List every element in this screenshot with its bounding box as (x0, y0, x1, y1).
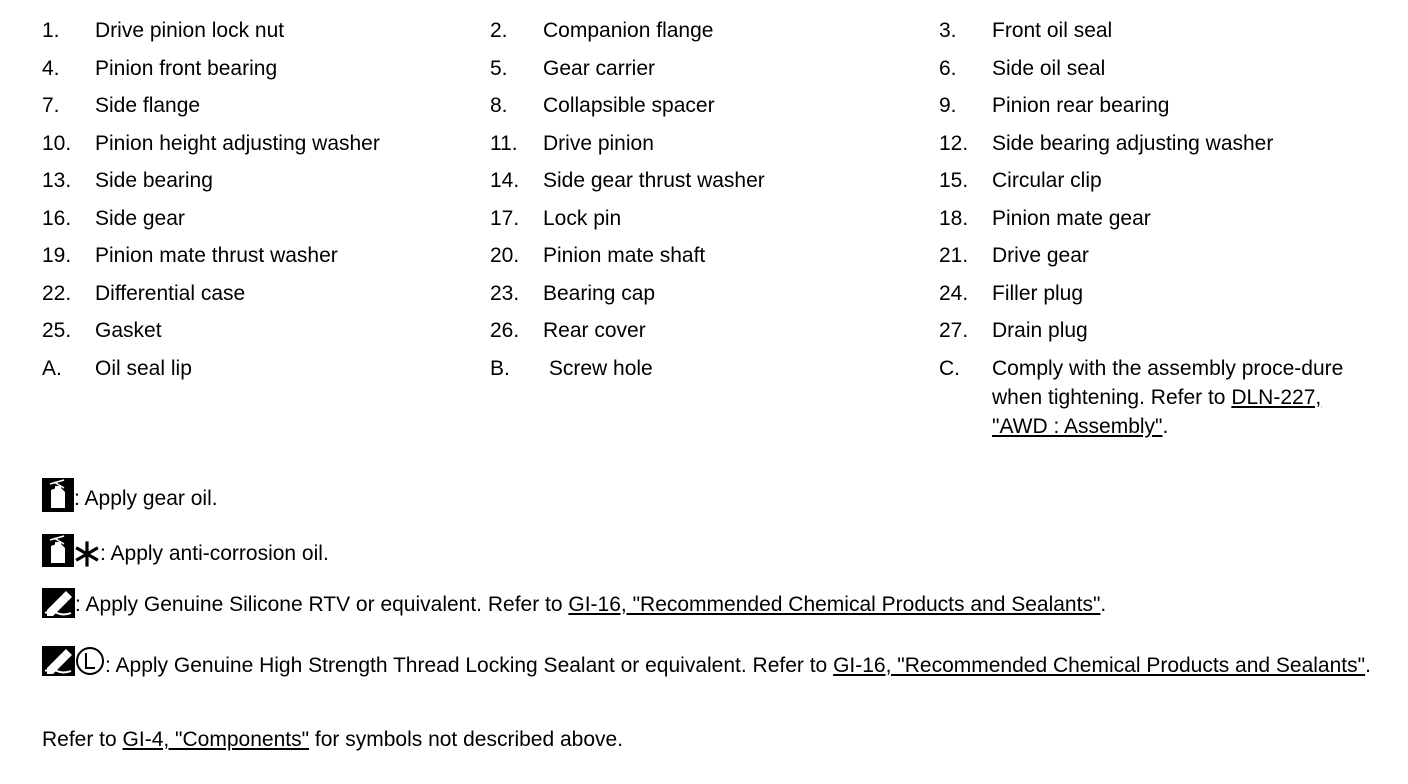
assembly-instruction-text: Comply with the assembly proce-dure when tightening. Refer to (992, 356, 1344, 409)
legend-number: 20. (490, 244, 520, 267)
legend-number: 3. (939, 19, 957, 42)
legend-item (939, 166, 1382, 204)
legend-number: 13. (42, 169, 72, 192)
legend-label: Companion flange (543, 19, 714, 42)
legend-item-c (939, 354, 1382, 441)
symbols-reference-note (42, 727, 623, 753)
legend-item (939, 241, 1382, 279)
legend-number: 27. (939, 319, 969, 342)
legend-number: A. (42, 356, 62, 380)
legend-number: 8. (490, 94, 508, 117)
legend-number: 26. (490, 319, 520, 342)
legend-number: 14. (490, 169, 520, 192)
silicone-reference-link[interactable]: GI-16, "Recommended Chemical Products and Sealants" (568, 593, 1101, 616)
legend-item (42, 91, 490, 129)
legend-label: Rear cover (543, 319, 646, 342)
legend-item (490, 91, 939, 129)
legend-item (490, 279, 939, 317)
legend-item (42, 354, 490, 441)
legend-item (42, 204, 490, 242)
legend-label: Drive pinion (543, 131, 654, 155)
legend-item (42, 279, 490, 317)
legend-number: 17. (490, 206, 520, 230)
legend-item (42, 129, 490, 167)
circled-l-icon (75, 646, 105, 676)
legend-label: Drive pinion lock nut (95, 19, 285, 42)
legend-label: Front oil seal (992, 19, 1113, 42)
legend-label: Pinion mate thrust washer (95, 244, 338, 267)
legend-item (490, 204, 939, 242)
legend-label: Pinion height adjusting washer (95, 131, 380, 155)
legend-number: 6. (939, 56, 957, 80)
refer-text: Refer to (42, 728, 123, 751)
legend-number: 24. (939, 281, 969, 305)
legend-label: Differential case (95, 281, 246, 305)
legend-item (939, 129, 1382, 167)
symbol-row-silicone (42, 588, 1106, 618)
legend-item (42, 241, 490, 279)
legend-label: Pinion mate gear (992, 206, 1151, 230)
legend-item (490, 54, 939, 92)
legend-number: 18. (939, 206, 969, 230)
legend-number: B. (490, 356, 510, 380)
legend-number: 5. (490, 56, 508, 80)
legend-number: 21. (939, 244, 969, 267)
legend-item (490, 241, 939, 279)
asterisk-icon (74, 541, 100, 567)
legend-label: Gear carrier (543, 56, 656, 80)
legend-item (939, 54, 1382, 92)
legend-number: 7. (42, 94, 60, 117)
legend-item (490, 166, 939, 204)
legend-label: Pinion mate shaft (543, 244, 706, 267)
legend-label: Screw hole (543, 356, 653, 380)
gear-oil-text: : Apply gear oil. (74, 487, 218, 510)
legend-item (490, 354, 939, 441)
legend-item (42, 166, 490, 204)
legend-item (939, 204, 1382, 242)
legend-label: Pinion front bearing (95, 56, 278, 80)
sealant-tube-icon (42, 588, 75, 618)
legend-item (939, 16, 1382, 54)
legend-label: Pinion rear bearing (992, 94, 1170, 117)
legend-number: 22. (42, 281, 72, 305)
thread-lock-text-end: . (1365, 654, 1371, 677)
silicone-text-end: . (1100, 593, 1107, 616)
components-reference-link[interactable]: GI-4, "Components" (122, 728, 310, 751)
symbol-row-anti-corrosion (42, 534, 329, 567)
legend-label: Oil seal lip (95, 356, 192, 380)
legend-number: 19. (42, 244, 72, 267)
legend-number: 4. (42, 56, 60, 80)
oil-can-icon (42, 534, 74, 567)
legend-number: 9. (939, 94, 957, 117)
legend-item (42, 54, 490, 92)
legend-number: 16. (42, 206, 72, 230)
legend-label: Drain plug (992, 319, 1088, 342)
legend-item (490, 129, 939, 167)
symbol-row-gear-oil (42, 478, 218, 512)
legend-number: C. (939, 356, 960, 380)
parts-legend (42, 16, 1382, 441)
legend-item (490, 16, 939, 54)
legend-label: Drive gear (992, 244, 1089, 267)
legend-label: Side bearing adjusting washer (992, 131, 1274, 155)
oil-can-icon (42, 478, 74, 512)
legend-number: 15. (939, 169, 969, 192)
assembly-reference-link[interactable]: DLN-227, "AWD : Assembly" (992, 385, 1322, 438)
legend-number: 23. (490, 281, 520, 305)
legend-item (42, 16, 490, 54)
legend-label: Side flange (95, 94, 201, 117)
legend-number: 10. (42, 131, 72, 155)
legend-label: Side oil seal (992, 56, 1106, 80)
legend-label (992, 354, 1382, 441)
legend-label: Bearing cap (543, 281, 656, 305)
legend-number: 25. (42, 319, 72, 342)
legend-label: Circular clip (992, 169, 1102, 192)
legend-label: Side gear (95, 206, 185, 230)
legend-number: 12. (939, 131, 969, 155)
legend-number: 1. (42, 19, 60, 42)
thread-lock-reference-link[interactable]: GI-16, "Recommended Chemical Products and Sealants" (833, 654, 1366, 677)
legend-label: Side gear thrust washer (543, 169, 765, 192)
silicone-text: : Apply Genuine Silicone RTV or equivalent. Refer to (75, 593, 569, 616)
legend-item (939, 91, 1382, 129)
sealant-tube-icon (42, 646, 75, 676)
legend-label: Filler plug (992, 281, 1084, 305)
thread-lock-text: : Apply Genuine High Strength Thread Locking Sealant or equivalent. Refer to (105, 654, 834, 677)
legend-label: Lock pin (543, 206, 622, 230)
legend-label: Side bearing (95, 169, 213, 192)
legend-number: 11. (490, 131, 518, 155)
legend-item (939, 279, 1382, 317)
legend-item (42, 316, 490, 354)
legend-label: Gasket (95, 319, 162, 342)
symbol-row-thread-lock (42, 646, 1377, 683)
refer-text-end: for symbols not described above. (309, 728, 624, 751)
legend-label: Collapsible spacer (543, 94, 715, 117)
legend-item (490, 316, 939, 354)
anti-corrosion-text: : Apply anti-corrosion oil. (100, 542, 329, 565)
assembly-instruction-end: . (1162, 414, 1169, 438)
legend-number: 2. (490, 19, 508, 42)
legend-item (939, 316, 1382, 354)
